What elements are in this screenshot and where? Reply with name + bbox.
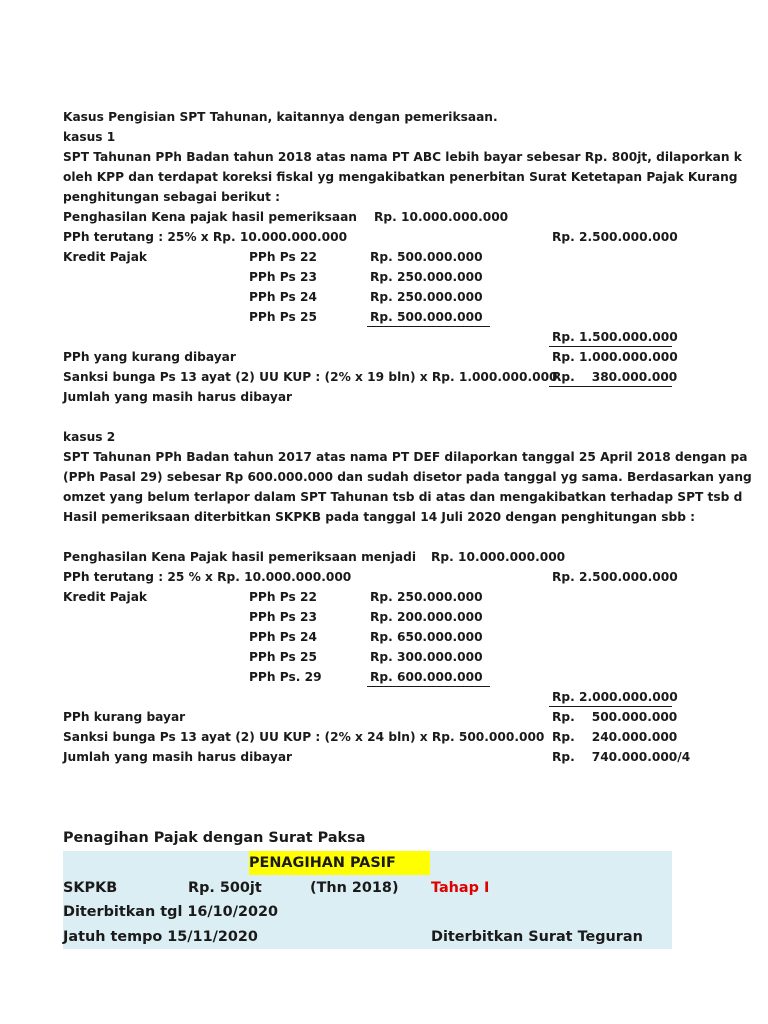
kasus1-sanksi-value: Rp. 380.000.000 bbox=[552, 370, 678, 384]
kasus1-kredit-item-value: Rp. 250.000.000 bbox=[370, 270, 483, 284]
kasus2-kredit-underline bbox=[367, 686, 490, 687]
kasus1-kredit-label: Kredit Pajak bbox=[63, 250, 148, 264]
penagihan-banner: PENAGIHAN PASIF bbox=[249, 855, 396, 871]
kasus1-kredit-item-name: PPh Ps 23 bbox=[249, 270, 317, 284]
kasus2-kredit-label: Kredit Pajak bbox=[63, 590, 148, 604]
kasus1-sanksi-label: Sanksi bunga Ps 13 ayat (2) UU KUP : (2% x 19 bln) x Rp. 1.000.000.000 bbox=[63, 370, 558, 384]
kasus1-desc-line: SPT Tahunan PPh Badan tahun 2018 atas nama PT ABC lebih bayar sebesar Rp. 800jt, dilaporkan k bbox=[63, 150, 742, 164]
kasus2-desc-line: Hasil pemeriksaan diterbitkan SKPKB pada tanggal 14 Juli 2020 dengan penghitungan sbb : bbox=[63, 510, 696, 524]
kasus1-pkp-value: Rp. 10.000.000.000 bbox=[374, 210, 509, 224]
skpkb-label: SKPKB bbox=[63, 880, 118, 896]
kasus2-kredit-item-name: PPh Ps. 29 bbox=[249, 670, 322, 684]
kasus2-jumlah-label: Jumlah yang masih harus dibayar bbox=[63, 750, 293, 764]
jatuh-tempo-date: Jatuh tempo 15/11/2020 bbox=[63, 929, 258, 945]
skpkb-year: (Thn 2018) bbox=[310, 880, 399, 896]
kasus1-pph-terutang-label: PPh terutang : 25% x Rp. 10.000.000.000 bbox=[63, 230, 348, 244]
kasus2-jumlah-value: Rp. 740.000.000/4 bbox=[552, 750, 691, 764]
kasus2-kredit-item-value: Rp. 600.000.000 bbox=[370, 670, 483, 684]
kasus1-kredit-item-value: Rp. 500.000.000 bbox=[370, 310, 483, 324]
kasus1-sanksi-underline bbox=[549, 386, 672, 387]
penagihan-title: Penagihan Pajak dengan Surat Paksa bbox=[63, 830, 366, 846]
kasus1-pph-terutang-value: Rp. 2.500.000.000 bbox=[552, 230, 678, 244]
surat-teguran-note: Diterbitkan Surat Teguran bbox=[431, 929, 643, 945]
kasus1-desc-line: penghitungan sebagai berikut : bbox=[63, 190, 281, 204]
kasus1-kredit-underline bbox=[367, 326, 490, 327]
kasus1-kredit-item-name: PPh Ps 24 bbox=[249, 290, 317, 304]
kasus1-pkp-label: Penghasilan Kena pajak hasil pemeriksaan bbox=[63, 210, 357, 224]
kasus2-kredit-item-name: PPh Ps 23 bbox=[249, 610, 317, 624]
diterbitkan-date: Diterbitkan tgl 16/10/2020 bbox=[63, 904, 279, 920]
tahap-label: Tahap I bbox=[431, 880, 490, 896]
kasus2-kredit-item-value: Rp. 200.000.000 bbox=[370, 610, 483, 624]
kasus1-jumlah-label: Jumlah yang masih harus dibayar bbox=[63, 390, 293, 404]
kasus2-kredit-item-value: Rp. 650.000.000 bbox=[370, 630, 483, 644]
kasus2-desc-line: omzet yang belum terlapor dalam SPT Tahunan tsb di atas dan mengakibatkan terhadap SPT tsb d bbox=[63, 490, 743, 504]
kasus2-kredit-item-value: Rp. 250.000.000 bbox=[370, 590, 483, 604]
kasus2-pkp-value: Rp. 10.000.000.000 bbox=[431, 550, 566, 564]
kasus1-kurang-label: PPh yang kurang dibayar bbox=[63, 350, 236, 364]
kasus1-kredit-total: Rp. 1.500.000.000 bbox=[552, 330, 678, 344]
kasus2-kredit-item-name: PPh Ps 24 bbox=[249, 630, 317, 644]
kasus2-pph-terutang-value: Rp. 2.500.000.000 bbox=[552, 570, 678, 584]
kasus1-kredit-item-value: Rp. 250.000.000 bbox=[370, 290, 483, 304]
kasus2-kurang-label: PPh kurang bayar bbox=[63, 710, 186, 724]
kasus2-pkp-label: Penghasilan Kena Pajak hasil pemeriksaan menjadi bbox=[63, 550, 417, 564]
kasus2-desc-line: SPT Tahunan PPh Badan tahun 2017 atas nama PT DEF dilaporkan tanggal 25 April 2018 dengan pa bbox=[63, 450, 748, 464]
kasus2-desc-line: (PPh Pasal 29) sebesar Rp 600.000.000 dan sudah disetor pada tanggal yg sama. Berdasarkan yang bbox=[63, 470, 752, 484]
kasus2-kredit-item-name: PPh Ps 22 bbox=[249, 590, 317, 604]
document-title: Kasus Pengisian SPT Tahunan, kaitannya dengan pemeriksaan. bbox=[63, 110, 498, 124]
kasus2-kredit-item-name: PPh Ps 25 bbox=[249, 650, 317, 664]
kasus2-pph-terutang-label: PPh terutang : 25 % x Rp. 10.000.000.000 bbox=[63, 570, 352, 584]
kasus2-sanksi-label: Sanksi bunga Ps 13 ayat (2) UU KUP : (2% x 24 bln) x Rp. 500.000.000 bbox=[63, 730, 545, 744]
kasus1-desc-line: oleh KPP dan terdapat koreksi fiskal yg mengakibatkan penerbitan Surat Ketetapan Pajak Kurang bbox=[63, 170, 738, 184]
kasus2-kurang-value: Rp. 500.000.000 bbox=[552, 710, 678, 724]
kasus1-kredit-item-value: Rp. 500.000.000 bbox=[370, 250, 483, 264]
kasus1-heading: kasus 1 bbox=[63, 130, 116, 144]
kasus2-sanksi-value: Rp. 240.000.000 bbox=[552, 730, 678, 744]
kasus2-heading: kasus 2 bbox=[63, 430, 116, 444]
kasus2-kredit-total: Rp. 2.000.000.000 bbox=[552, 690, 678, 704]
kasus1-kurang-value: Rp. 1.000.000.000 bbox=[552, 350, 678, 364]
kasus1-kredit-item-name: PPh Ps 25 bbox=[249, 310, 317, 324]
kasus1-kredit-item-name: PPh Ps 22 bbox=[249, 250, 317, 264]
kasus2-kredit-item-value: Rp. 300.000.000 bbox=[370, 650, 483, 664]
skpkb-amount: Rp. 500jt bbox=[188, 880, 262, 896]
